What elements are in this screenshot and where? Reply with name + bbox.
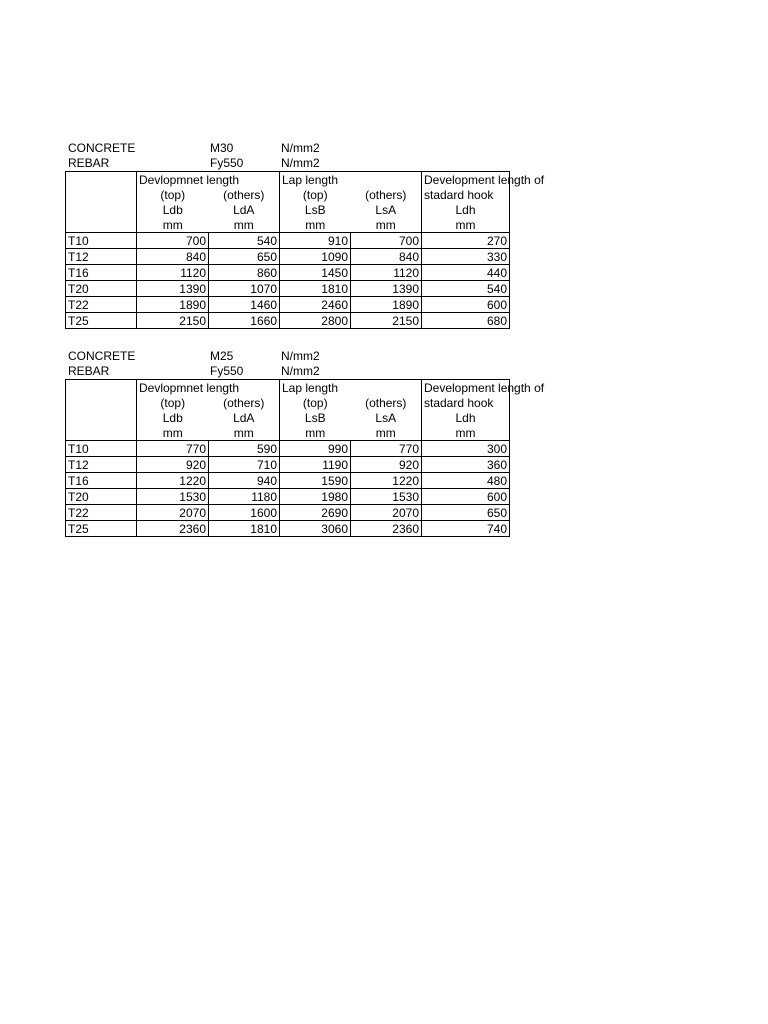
ldb-value: 1390 [137,281,209,297]
bar-size: T10 [66,441,137,457]
ldb-value: 1220 [137,473,209,489]
ldb-value: 920 [137,457,209,473]
ldb-value: 1890 [137,297,209,313]
unit-header: mm [422,425,510,441]
lsb-value: 1980 [280,489,351,505]
lsa-value: 770 [351,441,422,457]
table-row [66,313,510,329]
others-header: (others) [365,187,407,202]
lsb-value: 1090 [280,249,351,265]
top-header: (top) [280,187,351,202]
dev-length-header: Devlopmnet length [137,172,209,188]
rebar-label: REBAR [68,364,110,378]
ldh-value: 650 [422,505,510,521]
concrete-unit: N/mm2 [281,141,320,155]
lsb-header: LsB [280,410,351,425]
bar-size: T12 [66,457,137,473]
table-row [66,441,510,457]
ldh-value: 270 [422,233,510,249]
lsa-value: 920 [351,457,422,473]
length-table [65,171,545,329]
table-row [66,473,510,489]
bar-size: T12 [66,249,137,265]
lda-value: 650 [209,249,280,265]
table-meta [65,141,565,171]
ldh-header: Ldh [422,202,510,217]
others-header: (others) [223,395,265,410]
top-header: (top) [137,187,209,202]
ldb-value: 1530 [137,489,209,505]
ldh-value: 540 [422,281,510,297]
rebar-unit: N/mm2 [281,156,320,170]
lda-value: 1460 [209,297,280,313]
lsb-value: 910 [280,233,351,249]
concrete-label: CONCRETE [68,349,136,363]
others-header: (others) [365,395,407,410]
lsb-value: 1450 [280,265,351,281]
rebar-table-m30 [65,141,565,329]
bar-size: T16 [66,473,137,489]
rebar-unit: N/mm2 [281,364,320,378]
rebar-table-m25 [65,349,565,537]
unit-header: mm [233,217,254,232]
ldh-value: 680 [422,313,510,329]
lda-value: 1810 [209,521,280,537]
rebar-grade: Fy550 [210,156,244,170]
ldb-value: 2150 [137,313,209,329]
table-row [66,297,510,313]
table-row [66,521,510,537]
unit-header: mm [375,425,396,440]
lap-length-header: Lap length [280,172,351,188]
bar-size: T22 [66,505,137,521]
lsb-value: 990 [280,441,351,457]
ldh-value: 740 [422,521,510,537]
bar-size: T22 [66,297,137,313]
bar-size: T20 [66,281,137,297]
lsb-value: 2690 [280,505,351,521]
lsb-value: 3060 [280,521,351,537]
lsb-value: 2800 [280,313,351,329]
ldb-header: Ldb [137,202,209,217]
lsb-value: 1810 [280,281,351,297]
lsa-header: LsA [375,410,397,425]
table-row [66,233,510,249]
bar-size: T25 [66,521,137,537]
lsa-value: 1890 [351,297,422,313]
table-row [66,489,510,505]
table-meta [65,349,565,379]
lsa-value: 2070 [351,505,422,521]
rebar-label: REBAR [68,156,110,170]
unit-header: mm [137,217,209,233]
bar-size: T20 [66,489,137,505]
lsa-value: 840 [351,249,422,265]
lsa-header: LsA [375,202,397,217]
unit-header: mm [280,425,351,441]
lda-value: 1070 [209,281,280,297]
lsb-value: 2460 [280,297,351,313]
ldb-header: Ldb [137,410,209,425]
dev-hook-header-2: stadard hook [422,187,510,202]
table-row [66,505,510,521]
ldb-value: 1120 [137,265,209,281]
ldh-value: 600 [422,297,510,313]
ldb-value: 700 [137,233,209,249]
lsb-header: LsB [280,202,351,217]
dev-hook-header: Development length of [422,172,510,188]
ldh-value: 480 [422,473,510,489]
top-header: (top) [137,395,209,410]
lda-value: 940 [209,473,280,489]
rebar-grade: Fy550 [210,364,244,378]
dev-length-header: Devlopmnet length [137,380,209,396]
lsa-value: 2150 [351,313,422,329]
dev-hook-header-2: stadard hook [422,395,510,410]
concrete-grade: M25 [210,349,234,363]
ldb-value: 2070 [137,505,209,521]
lda-value: 540 [209,233,280,249]
ldh-value: 330 [422,249,510,265]
unit-header: mm [422,217,510,233]
ldh-value: 600 [422,489,510,505]
unit-header: mm [137,425,209,441]
unit-header: mm [233,425,254,440]
lda-header: LdA [233,202,255,217]
lsa-value: 1120 [351,265,422,281]
concrete-label: CONCRETE [68,141,136,155]
lsa-value: 2360 [351,521,422,537]
unit-header: mm [375,217,396,232]
length-table [65,379,545,537]
unit-header: mm [280,217,351,233]
table-row [66,249,510,265]
lda-value: 710 [209,457,280,473]
concrete-grade: M30 [210,141,234,155]
bar-size: T16 [66,265,137,281]
lda-value: 1660 [209,313,280,329]
ldb-value: 770 [137,441,209,457]
lsb-value: 1590 [280,473,351,489]
ldb-value: 2360 [137,521,209,537]
ldb-value: 840 [137,249,209,265]
top-header: (top) [280,395,351,410]
lda-header: LdA [233,410,255,425]
ldh-value: 360 [422,457,510,473]
lda-value: 860 [209,265,280,281]
lsa-value: 1220 [351,473,422,489]
lsa-value: 700 [351,233,422,249]
lsb-value: 1190 [280,457,351,473]
lsa-value: 1530 [351,489,422,505]
ldh-value: 440 [422,265,510,281]
lda-value: 1180 [209,489,280,505]
lda-value: 1600 [209,505,280,521]
table-row [66,281,510,297]
ldh-header: Ldh [422,410,510,425]
dev-hook-header: Development length of [422,380,510,396]
others-header: (others) [223,187,265,202]
bar-size: T10 [66,233,137,249]
ldh-value: 300 [422,441,510,457]
lsa-value: 1390 [351,281,422,297]
table-row [66,265,510,281]
concrete-unit: N/mm2 [281,349,320,363]
bar-size: T25 [66,313,137,329]
lda-value: 590 [209,441,280,457]
table-row [66,457,510,473]
lap-length-header: Lap length [280,380,351,396]
